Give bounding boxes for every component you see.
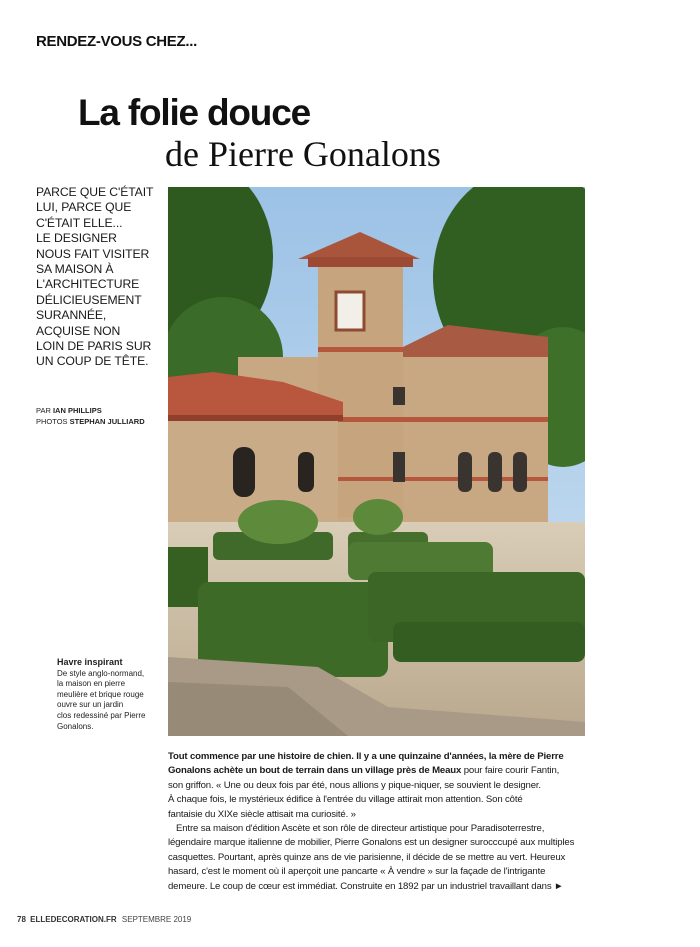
caption-line: De style anglo-normand, (57, 668, 145, 678)
standfirst (36, 185, 156, 370)
page-number: 78 (17, 915, 26, 924)
photographer-name: STEPHAN JULLIARD (69, 417, 145, 426)
article-body (168, 750, 585, 894)
standfirst-line: LOIN DE PARIS SUR (36, 339, 152, 354)
caption-title: Havre inspirant (57, 657, 123, 667)
rubric: RENDEZ-VOUS CHEZ... (36, 33, 197, 50)
caption-line: clos redessiné par Pierre (57, 710, 146, 720)
standfirst-line: ACQUISE NON (36, 323, 121, 338)
caption-line: la maison en pierre (57, 679, 126, 689)
issue-date: SEPTEMBRE 2019 (121, 915, 192, 924)
standfirst-line: NOUS FAIT VISITER (36, 246, 150, 261)
body-line (168, 822, 585, 836)
body-text: légendaire marque italienne de mobilier, Pierre Gonalons est un designer surocccupé aux multiples (168, 837, 575, 849)
standfirst-line: PARCE QUE C'ÉTAIT (36, 185, 154, 199)
caption-line: ouvre sur un jardin (57, 700, 124, 710)
author-name: IAN PHILLIPS (52, 406, 102, 415)
page-footer (17, 915, 191, 924)
house-garden-photo (168, 187, 585, 736)
body-line (168, 750, 585, 764)
magazine-url: ELLEDECORATION.FR (30, 915, 117, 924)
body-line (168, 808, 585, 822)
body-text: pour faire courir Fantin, (461, 765, 560, 777)
title-line-2: de Pierre Gonalons (165, 134, 441, 174)
standfirst-line: LUI, PARCE QUE (36, 200, 132, 215)
body-text: casquettes. Pourtant, après quinze ans de vie parisienne, il décide de se mettre au vert. Heureux (168, 851, 566, 863)
standfirst-line: SA MAISON À (36, 262, 114, 277)
photo-prefix: PHOTOS (36, 417, 68, 426)
body-text: À chaque fois, le mystérieux édifice à l'entrée du village attirait mon attention. Son côté (168, 794, 523, 806)
standfirst-line: UN COUP DE TÊTE. (36, 354, 149, 369)
title-line-1: La folie douce (78, 92, 310, 133)
standfirst-line: C'ÉTAIT ELLE... (36, 215, 123, 230)
photo-credit (36, 416, 145, 427)
body-text: hasard, c'est le moment où il aperçoit une pancarte « À vendre » sur la façade de l'intrigante (168, 866, 546, 878)
standfirst-line: SURANNÉE, (36, 308, 107, 323)
credits (36, 405, 145, 427)
author-credit (36, 405, 145, 416)
body-text: Entre sa maison d'édition Ascète et son rôle de directeur artistique pour Paradisoterrestre, (176, 823, 545, 835)
author-prefix: PAR (36, 406, 51, 415)
standfirst-line: DÉLICIEUSEMENT (36, 292, 142, 307)
body-line (168, 851, 585, 865)
photo-caption (57, 657, 165, 732)
body-line (168, 793, 585, 807)
caption-line: Gonalons. (57, 721, 94, 731)
body-line (168, 764, 585, 778)
body-lead: Tout commence par une histoire de chien. Il y a une quinzaine d'années, la mère de Pierre (168, 751, 564, 762)
body-text: fantaisie du XIXe siècle attisait ma curiosité. » (168, 808, 356, 820)
body-line (168, 779, 585, 793)
body-line (168, 836, 585, 850)
body-line (168, 880, 585, 894)
standfirst-line: L'ARCHITECTURE (36, 277, 140, 292)
body-text: demeure. Le coup de cœur est immédiat. Construite en 1892 par un industriel travaillant dans ► (168, 880, 564, 892)
caption-line: meulière et brique rouge (57, 689, 144, 699)
standfirst-line: LE DESIGNER (36, 231, 117, 246)
body-line (168, 865, 585, 879)
body-lead: Gonalons achète un bout de terrain dans un village près de Meaux (168, 765, 462, 777)
body-text: son griffon. « Une ou deux fois par été, nous allions y pique-niquer, se souvient le designer. (168, 779, 541, 791)
